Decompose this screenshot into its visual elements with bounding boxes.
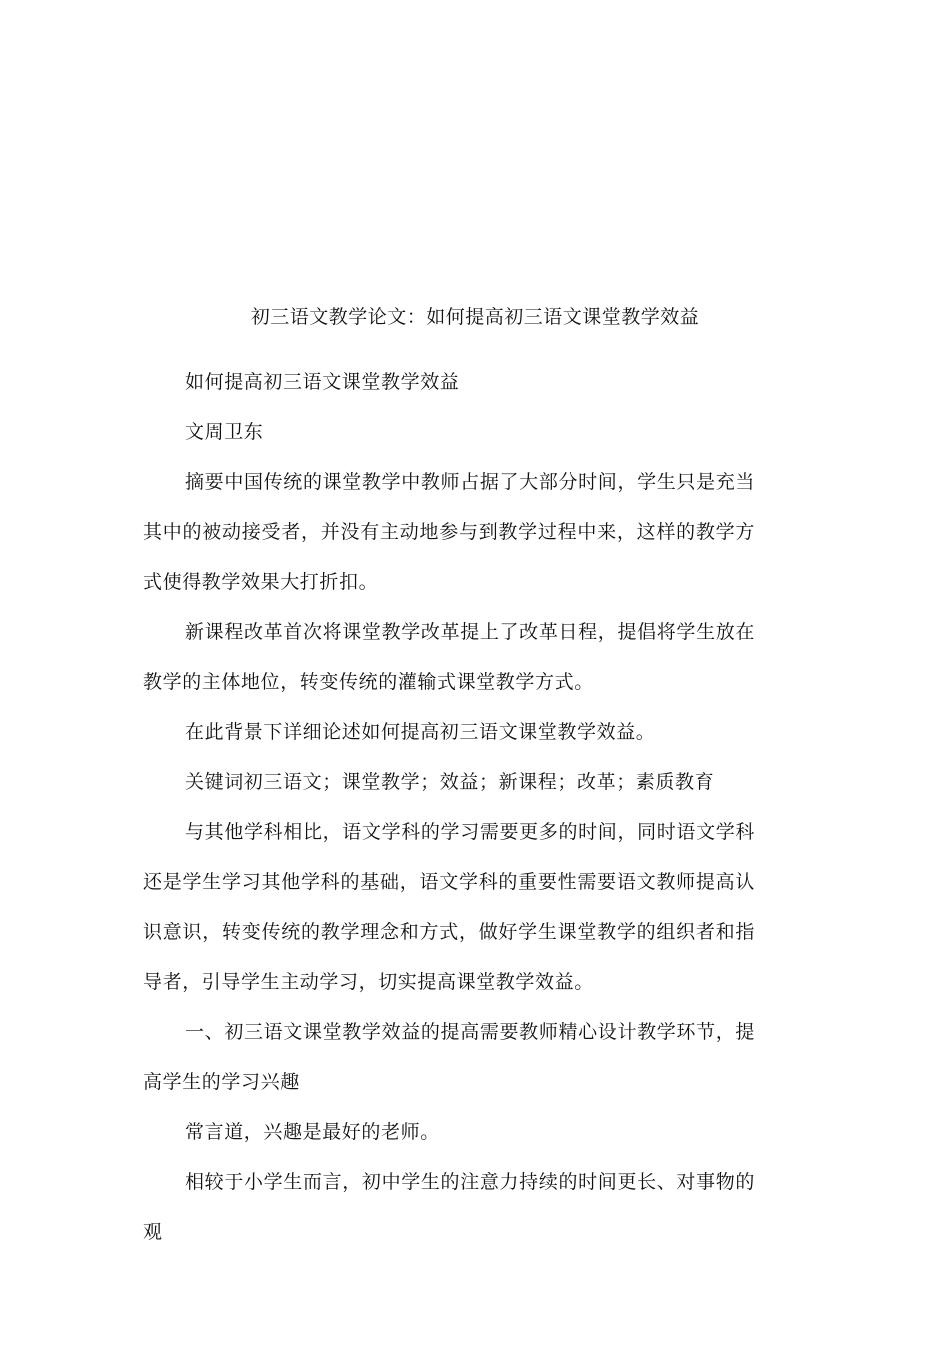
section-heading: 一、初三语文课堂教学效益的提高需要教师精心设计教学环节，提高学生的学习兴趣 <box>143 1021 755 1093</box>
body-paragraph: 常言道，兴趣是最好的老师。 <box>185 1121 440 1143</box>
abstract-paragraph: 摘要中国传统的课堂教学中教师占据了大部分时间，学生只是充当其中的被动接受者，并没有主动地参与到教学过程中来，这样的教学方式使得教学效果大打折扣。 <box>143 471 755 593</box>
subtitle-paragraph: 如何提高初三语文课堂教学效益 <box>185 371 460 393</box>
body-paragraph: 与其他学科相比，语文学科的学习需要更多的时间，同时语文学科还是学生学习其他学科的基础，语文学科的重要性需要语文教师提高认识意识，转变传统的教学理念和方式，做好学生课堂教学的组织者和指导者，引导学生主动学习，切实提高课堂教学效益。 <box>143 821 755 993</box>
body-paragraph: 新课程改革首次将课堂教学改革提上了改革日程，提倡将学生放在教学的主体地位，转变传统的灌输式课堂教学方式。 <box>143 621 755 693</box>
author-paragraph: 文周卫东 <box>185 421 264 443</box>
body-paragraph: 在此背景下详细论述如何提高初三语文课堂教学效益。 <box>185 721 656 743</box>
keywords-paragraph: 关键词初三语文；课堂教学；效益；新课程；改革；素质教育 <box>185 771 715 793</box>
document-body <box>143 357 755 1257</box>
body-paragraph: 相较于小学生而言，初中学生的注意力持续的时间更长、对事物的观 <box>143 1171 755 1243</box>
document-title: 初三语文教学论文：如何提高初三语文课堂教学效益 <box>250 306 700 328</box>
